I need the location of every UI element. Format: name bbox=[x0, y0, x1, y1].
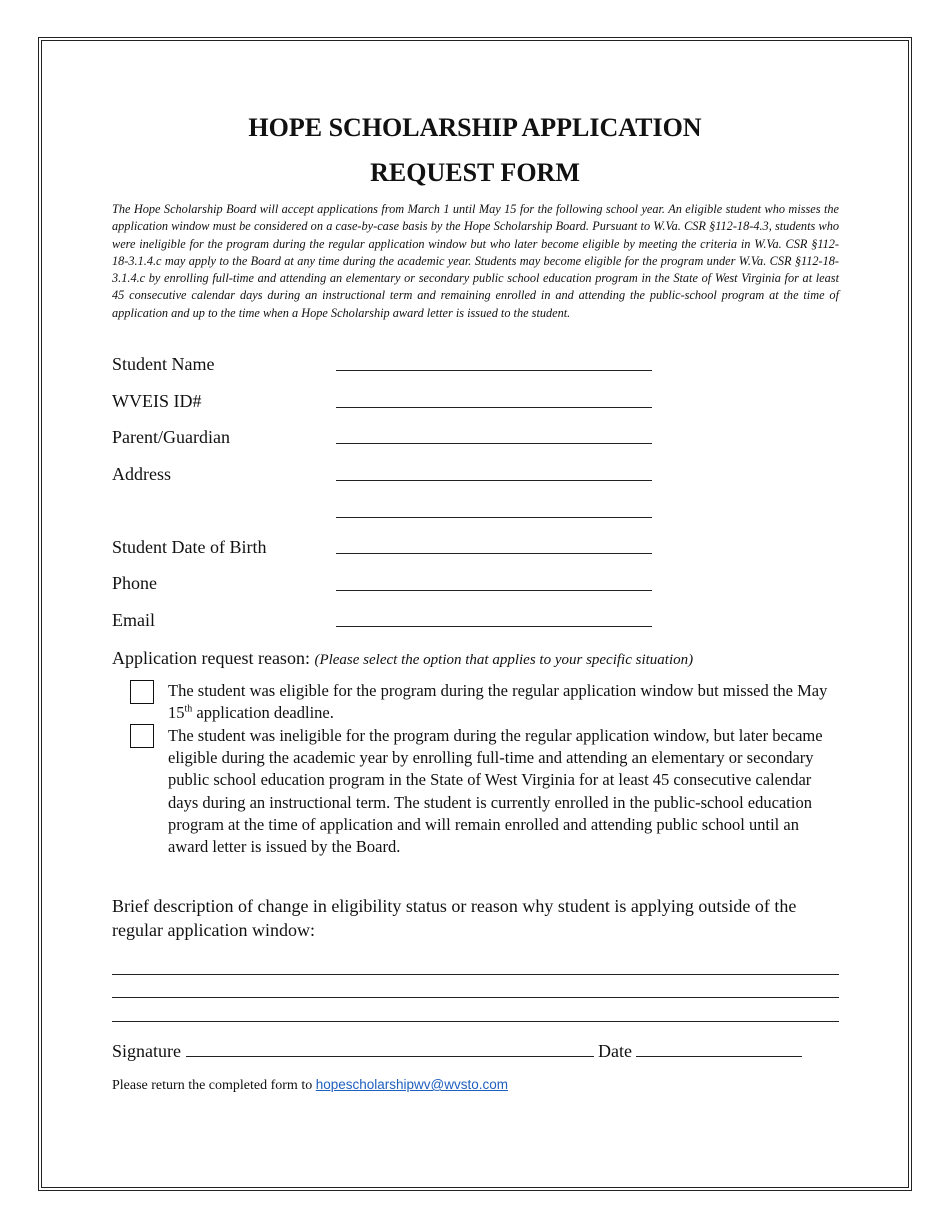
phone-label: Phone bbox=[112, 573, 157, 593]
description-line-2[interactable] bbox=[112, 997, 839, 998]
option2-text: The student was ineligible for the program during the regular application window, but later became eligible during the academic year by enrolling full-time and attending an elementary or secondary public school education program in the State of West Virginia for at least 45 consecutive calendar days during an instructional term. The student is currently enrolled in the public-school education program at the time of application and will remain enrolled and attending public school until an award letter is issued by the Board. bbox=[168, 726, 823, 857]
form-title: HOPE SCHOLARSHIP APPLICATION bbox=[248, 113, 702, 142]
dob-field[interactable] bbox=[336, 553, 652, 554]
option1-checkbox[interactable] bbox=[130, 680, 154, 704]
reason-hint: (Please select the option that applies to your specific situation) bbox=[314, 652, 694, 668]
intro-paragraph: The Hope Scholarship Board will accept applications from March 1 until May 15 for the following school year. An eligible student who misses the application window must be considered on a case-by-case basis by the Hope Scholarship Board. Pursuant to W.Va. CSR §112-18-4.3, students who were ineligible for the program during the regular application window but who later become eligible by meeting the criteria in W.Va. CSR §112-18-3.1.4.c may apply to the Board at any time during the academic year. Students may become eligible for the program under W.Va. CSR §112-18-3.1.4.c by enrolling full-time and attending an elementary or secondary public school education program in the State of West Virginia for at least 45 consecutive calendar days during an instructional term and remaining enrolled in and attending the public-school program at the time of application and up to the time when a Hope Scholarship award letter is issued to the student. bbox=[112, 202, 839, 320]
email-label: Email bbox=[112, 610, 155, 630]
wveis-id-field[interactable] bbox=[336, 407, 652, 408]
description-line-3[interactable] bbox=[112, 1021, 839, 1022]
date-label: Date bbox=[598, 1041, 632, 1061]
address-field-line2[interactable] bbox=[336, 517, 652, 518]
brief-description-label: Brief description of change in eligibility status or reason why student is applying outside of the regular application window: bbox=[112, 896, 797, 940]
return-instructions bbox=[112, 1076, 508, 1095]
parent-guardian-field[interactable] bbox=[336, 443, 652, 444]
address-label: Address bbox=[112, 464, 171, 484]
address-field-line1[interactable] bbox=[336, 480, 652, 481]
dob-label: Student Date of Birth bbox=[112, 537, 267, 557]
option1-text: The student was eligible for the program during the regular application window but missed the May 15th application deadline. bbox=[168, 681, 828, 723]
reason-label: Application request reason: bbox=[112, 648, 310, 668]
description-line-1[interactable] bbox=[112, 974, 839, 975]
reason-heading bbox=[112, 647, 693, 671]
email-field[interactable] bbox=[336, 626, 652, 627]
student-name-field[interactable] bbox=[336, 370, 652, 371]
return-text: Please return the completed form to bbox=[112, 1078, 313, 1093]
phone-field[interactable] bbox=[336, 590, 652, 591]
parent-guardian-label: Parent/Guardian bbox=[112, 427, 230, 447]
signature-label: Signature bbox=[112, 1041, 181, 1061]
signature-field[interactable] bbox=[186, 1042, 594, 1057]
date-field[interactable] bbox=[636, 1042, 802, 1057]
student-name-label: Student Name bbox=[112, 354, 215, 374]
return-email-link[interactable]: hopescholarshipwv@wvsto.com bbox=[315, 1077, 509, 1092]
form-subtitle: REQUEST FORM bbox=[370, 158, 580, 187]
wveis-id-label: WVEIS ID# bbox=[112, 391, 202, 411]
signature-row bbox=[112, 1040, 802, 1062]
option2-checkbox[interactable] bbox=[130, 724, 154, 748]
